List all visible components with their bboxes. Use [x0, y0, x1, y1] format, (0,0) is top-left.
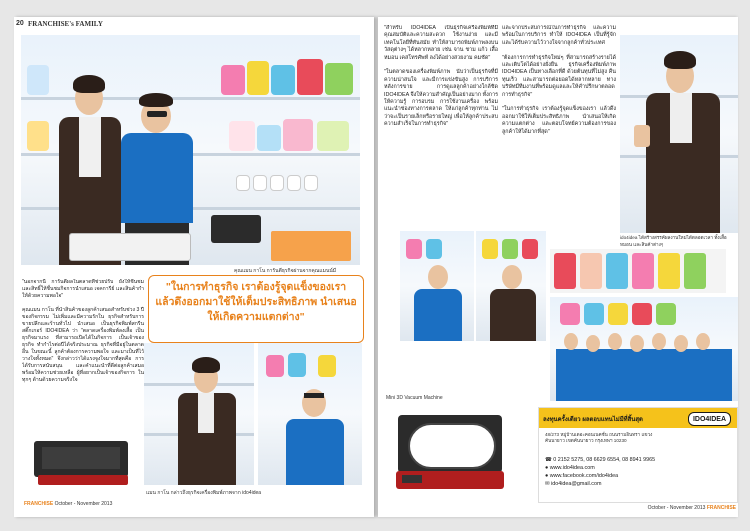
- ad-phone-row: [545, 456, 655, 464]
- middle-left-photo: [400, 231, 474, 341]
- phone-cases-banner: [550, 249, 726, 293]
- section-title: FRANCHISE's FAMILY: [28, 20, 103, 28]
- globe-icon: ●: [545, 465, 550, 471]
- quote-text: "ในการทำธุรกิจ เราต้องรู้จุดแข็งของเรา แล้วดึงออกมาใช้ให้เต็มประสิทธิภาพ นำเสนอให้เกิดความแตกต่าง": [155, 281, 357, 323]
- ad-headline: ลงทุนครั้งเดียว ผลตอบแทนไม่มีที่สิ้นสุด: [543, 417, 643, 423]
- right-portrait-photo: [620, 35, 738, 233]
- caption-top: คุณแมน กาโน การันตีธุรกิจผ่านจากคุณแมนน์มี: [234, 268, 337, 274]
- ad-phone: 0 2152 5275, 08 6629 6554, 08 8941 9965: [553, 457, 656, 463]
- right-page: [378, 17, 738, 517]
- quote-box: [148, 275, 364, 343]
- ad-web-row[interactable]: [545, 464, 655, 472]
- bottom-right-photo: [258, 343, 362, 485]
- heat-press-photo: [24, 433, 142, 491]
- right-col2-text: และจากประสบการณ์ในการทำธุรกิจ และความพร้อมในการบริการ ทำให้ IDO4IDEA เป็นที่รู้จักและได้รับความไว้วางใจจากลูกค้าทั่วประเทศ "ต้องการการทำธุรกิจใหม่ๆ ที่สามารถสร้างรายได้ และเติบโตได้อย่างยั่งยืน ธุรกิจเครื่องพิมพ์ภาพ IDO4IDEA เป็นทางเลือกที่ดี ด้วยต้นทุนที่ไม่สูง คืนทุนเร็ว และสามารถต่อยอดได้หลากหลาย ทางบริษัทมีทีมงานที่พร้อมดูแลและให้คำปรึกษาตลอดการทำธุรกิจ" "ในการทำธุรกิจ เราต้องรู้จุดแข็งของเรา แล้วดึงออกมาใช้ให้เต็มประสิทธิภาพ นำเสนอให้เกิดความแตกต่าง และตอบโจทย์ความต้องการของลูกค้าให้ได้มากที่สุด": [502, 25, 616, 135]
- left-footer: [24, 501, 224, 507]
- right-footer-date: October - November 2013: [647, 505, 706, 511]
- ad-brand-logo: [688, 412, 731, 426]
- left-page: [14, 17, 374, 517]
- phone-icon: ☎: [545, 457, 554, 463]
- ad-header: [539, 408, 737, 428]
- ad-address: 48/273 หมู่บ้านเดอะคอนเนคชั่น ถนนรามอินทรา แขวงคันนายาว เขตคันนายาว กรุงเทพฯ 10230: [545, 432, 653, 443]
- ido4idea-ad: [538, 407, 738, 503]
- top-photo: [21, 35, 360, 265]
- machine-label: Mini 3D Vacuum Machine: [386, 395, 443, 401]
- right-footer-brand: FRANCHISE: [706, 505, 736, 511]
- ad-email[interactable]: ido4idea@gmail.com: [551, 481, 602, 487]
- ad-fb[interactable]: www.facebook.com/ido4idea: [549, 473, 619, 479]
- middle-center-photo: [476, 231, 546, 341]
- group-photo: [550, 297, 738, 401]
- caption-right: ido4idea ได้สร้างสรรค์ผลงานใหม่ได้ตลอดเวลา ทั้งเสื้อ หมอน และสินค้าต่างๆ: [620, 235, 727, 247]
- printer-machine: [69, 233, 191, 261]
- right-col1-text: "สำหรับ IDO4IDEA เป็นธุรกิจเครื่องพิมพ์ที่มีคุณสมบัติและความสะดวก ใช้งานง่าย และมีเทคโนโลยีที่ทันสมัย ทำให้สามารถพิมพ์ภาพลงบนวัสดุต่างๆ ได้หลากหลาย เช่น จาน ชาม แก้ว เสื้อ หมอน เคสโทรศัพท์ ลงได้อย่างสวยงาม คมชัด" "ในตลาดของเครื่องพิมพ์ภาพ นับว่าเป็นธุรกิจที่มีความน่าสนใจ และมีการแข่งขันสูง การบริการหลังการขาย การดูแลลูกค้าอย่างใกล้ชิด IDO4IDEA จึงให้ความสำคัญเป็นอย่างมาก ทั้งการให้ความรู้ การอบรม การใช้งานเครื่อง พร้อมแนะนำช่องทางการตลาด ให้แก่ลูกค้าทุกท่าน ไม่ว่าจะเป็นรายเล็กหรือรายใหญ่ เพื่อให้ลูกค้าประสบความสำเร็จในการทำธุรกิจ": [384, 25, 498, 128]
- page-number: 20: [16, 20, 24, 27]
- ad-fb-row[interactable]: [545, 472, 655, 480]
- footer-date: October - November 2013: [54, 501, 113, 507]
- right-footer: [608, 505, 736, 511]
- left-body-text: "นอกจากนี้ การันตีผลในตลาดที่ช่วยปรับ ยังให้ชื่นชมและสิทธิ์ให้ชื่นชมกิจการนำเสนอ เจคการีย์ และสินค้ากำให้ด้วยความพอใจ" คุณแมน กาโน ที่นำสินค้าของลูกค้าเสนอสำหรับช่วง 3 ปีของกิจกรรม ไม่เพิ่มและมีความรักใน ธุรกิจสำหรับการขายปลีกและร้านทั่วไป นำเสนอ เป็นธุรกิจพิมพ์สกรีนสติ๊กเกอร์ IDO4IDEA ว่า "ตลาดเครื่องพิมพ์ลงเสื้อ เป็นธุรกิจมาแรง ที่สามารถเปิดได้ในกิจการ เป็นเจ้าของธุรกิจ ทำกำไรต่อปีได้จริงประมาณ ธุรกิจที่มีอยู่ในตลาดอื่น ในขณะนี้ ลูกค้าต้องการความพอใจ และมาเป็นที่ไว้วางใจทั้งหมด" จึงกล่าวว่าได้แรงจูงใจมากที่สุดคือ การได้รับการสนับสนุน และคำแนะนำที่ดีต่อลูกค้าเสมอ พร้อมให้ความช่วยเหลือ ผู้ที่อยากเป็นเจ้าของกิจการ ในทุกๆ ด้านด้วยความจริงใจ: [22, 279, 144, 383]
- caption-bottom: แมน กาโน กล่าวถึงธุรกิจเครื่องพิมพ์ภาพจาก ido4idea: [146, 490, 262, 496]
- ad-web[interactable]: www.ido4idea.com: [549, 465, 595, 471]
- ad-brand: IDO4IDEA: [692, 415, 726, 423]
- bottom-left-photo: [144, 343, 254, 485]
- vacuum-machine-photo: [392, 405, 510, 497]
- email-icon: ✉: [545, 481, 552, 487]
- ad-email-row[interactable]: [545, 480, 655, 488]
- footer-brand: FRANCHISE: [24, 501, 54, 507]
- facebook-icon: ●: [545, 473, 550, 479]
